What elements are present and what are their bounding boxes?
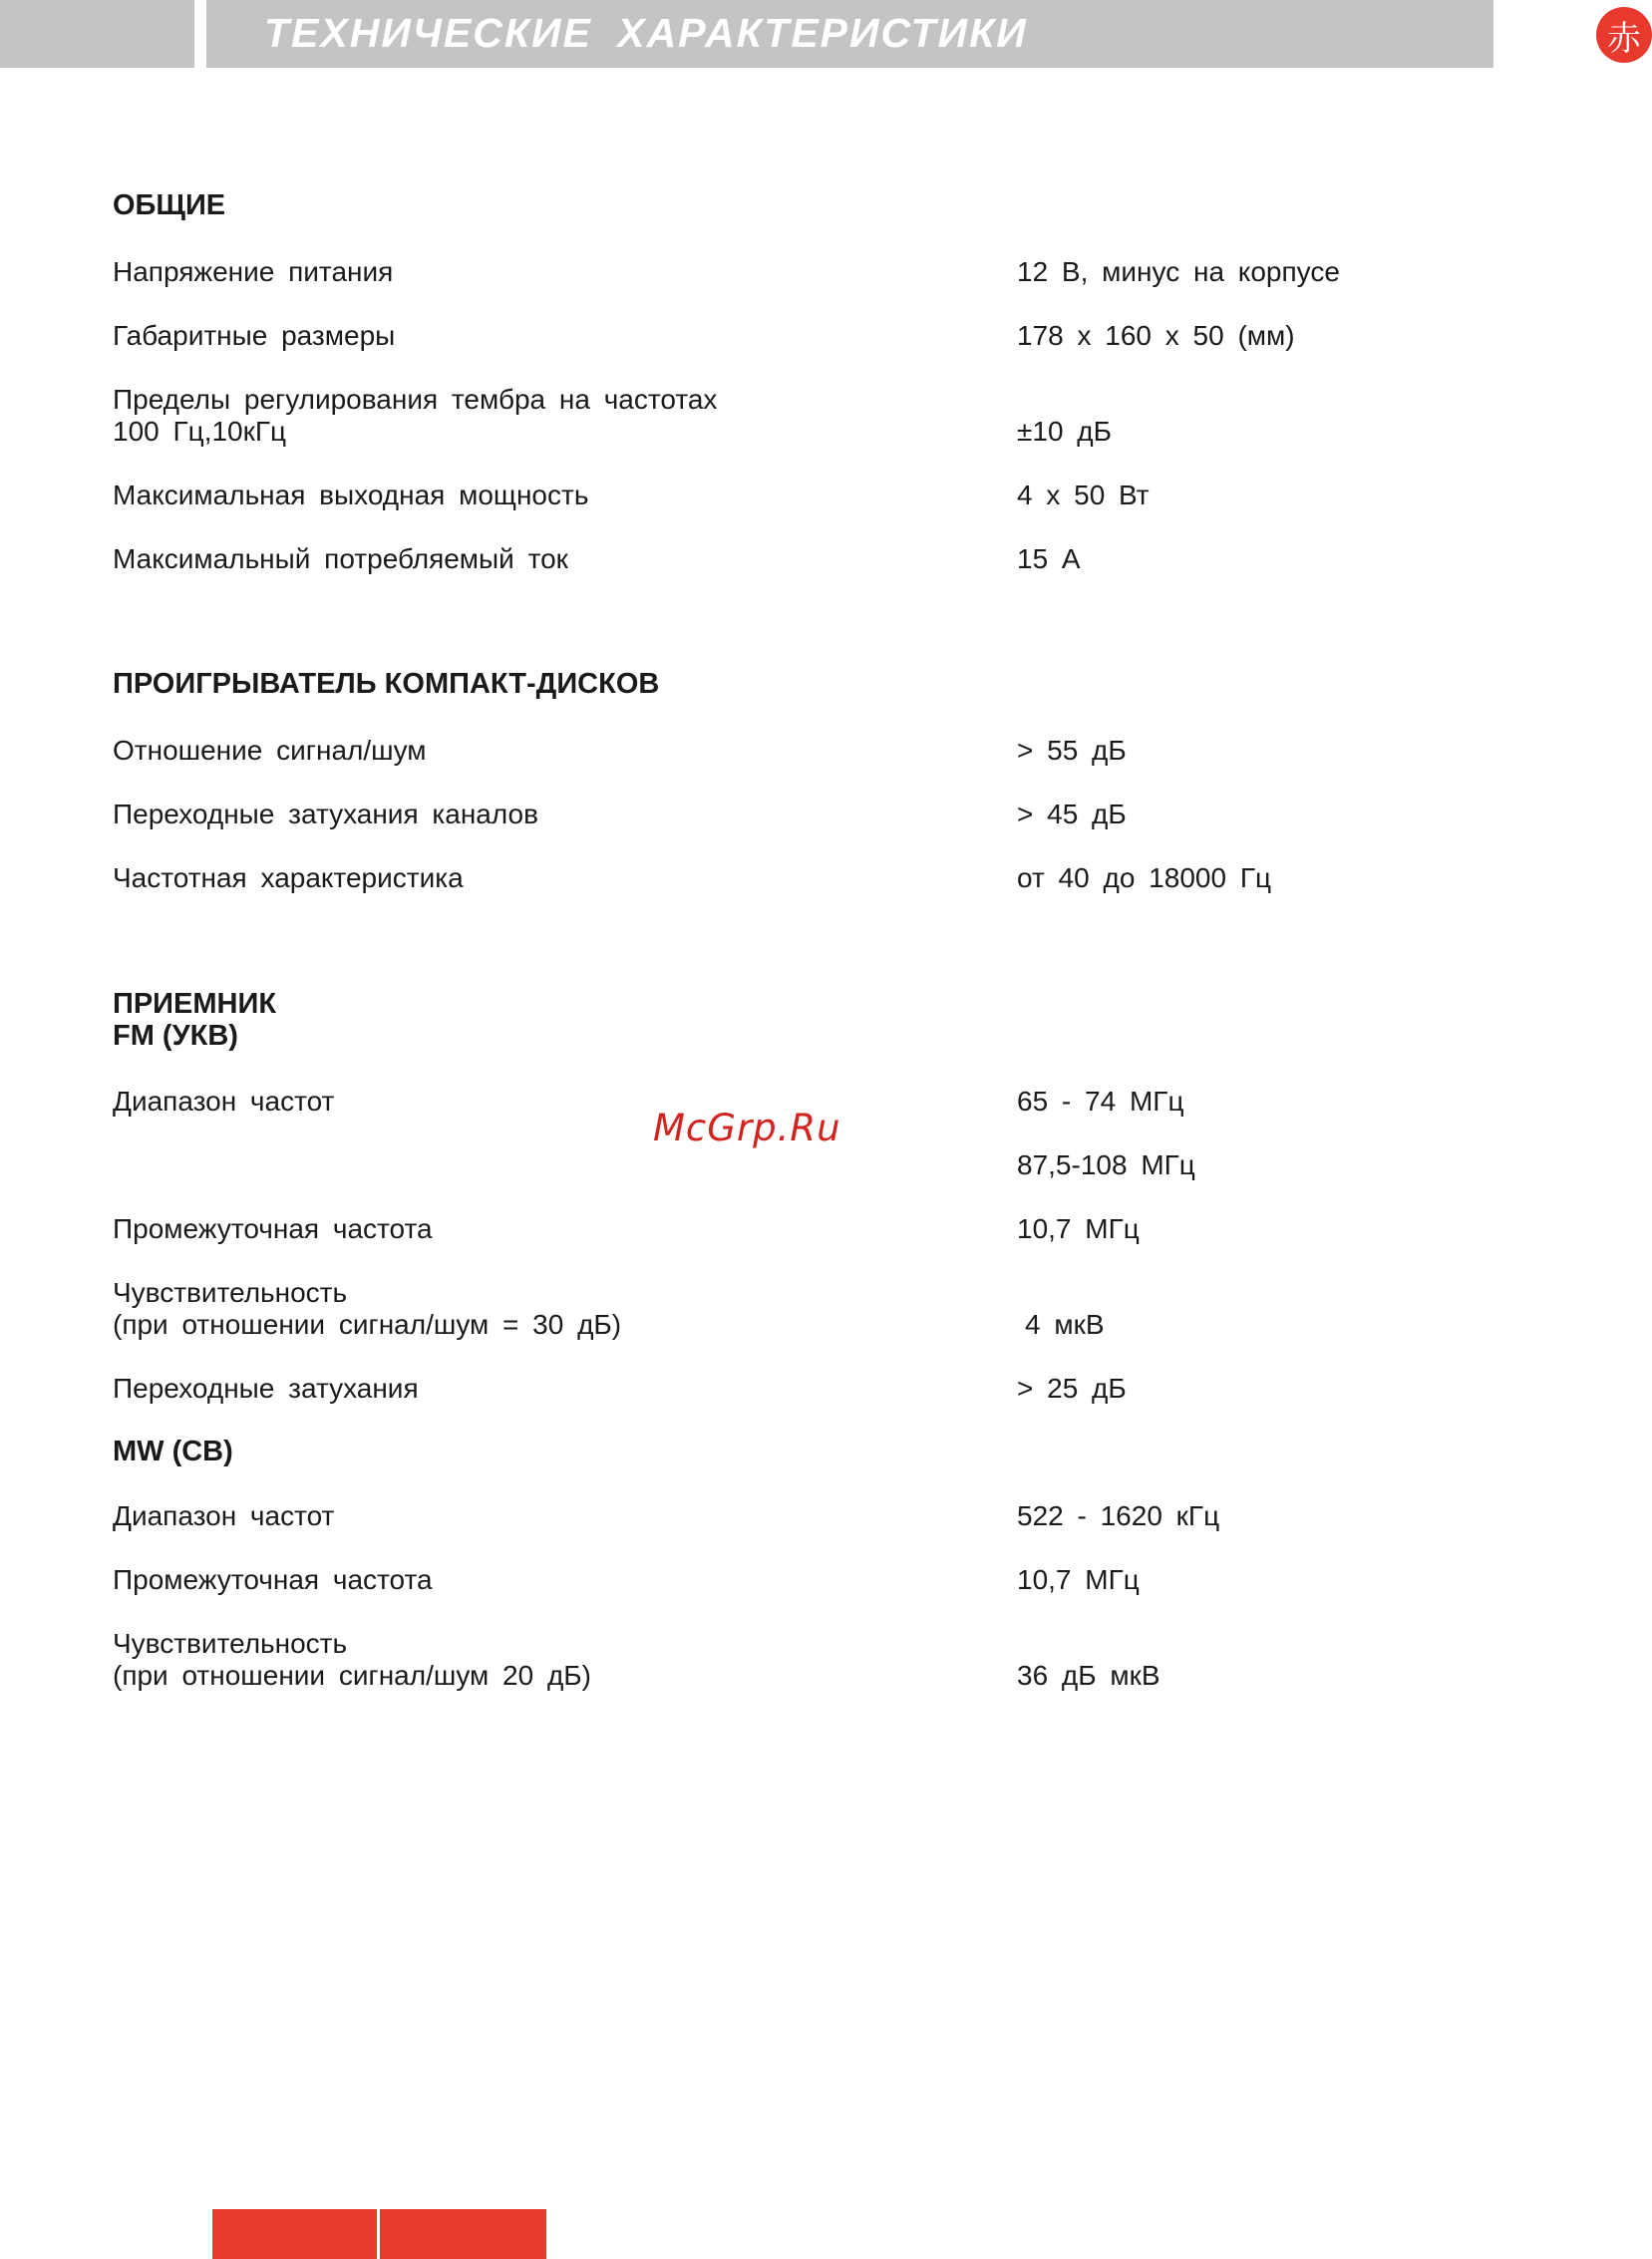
spec-label: Максимальный потребляемый ток — [113, 543, 568, 574]
spec-value: 4 мкВ — [1025, 1309, 1105, 1340]
spec-label: Пределы регулирования тембра на частотах — [113, 384, 718, 415]
section-title-receiver: ПРИЕМНИК — [113, 988, 277, 1020]
spec-value: 522 - 1620 кГц — [1017, 1500, 1220, 1531]
spec-value: 178 x 160 x 50 (мм) — [1017, 320, 1295, 351]
watermark-text: McGrp.Ru — [653, 1107, 841, 1149]
spec-label: Чувствительность — [113, 1628, 348, 1659]
footer-bar-left — [212, 2209, 377, 2259]
spec-label: Габаритные размеры — [113, 320, 396, 351]
spec-label: Чувствительность — [113, 1277, 348, 1308]
header-bar — [206, 0, 1641, 68]
spec-label: Отношение сигнал/шум — [113, 735, 427, 766]
spec-label: Переходные затухания — [113, 1373, 419, 1404]
spec-label-continued: (при отношении сигнал/шум 20 дБ) — [113, 1660, 591, 1691]
spec-label: Промежуточная частота — [113, 1213, 433, 1244]
spec-value: > 25 дБ — [1017, 1373, 1127, 1404]
spec-value: 10,7 МГц — [1017, 1564, 1140, 1595]
brand-logo-icon: 赤 — [1596, 7, 1652, 63]
spec-value: 36 дБ мкВ — [1017, 1660, 1160, 1691]
spec-label: Диапазон частот — [113, 1086, 335, 1117]
spec-value: 12 В, минус на корпусе — [1017, 256, 1340, 287]
spec-value: от 40 до 18000 Гц — [1017, 862, 1272, 893]
spec-value: > 45 дБ — [1017, 799, 1127, 829]
spec-value-continued: 87,5-108 МГц — [1017, 1149, 1195, 1180]
page-title: ТЕХНИЧЕСКИЕ ХАРАКТЕРИСТИКИ — [264, 10, 1028, 56]
header-left-block — [0, 0, 194, 68]
spec-value: 4 x 50 Вт — [1017, 480, 1150, 510]
spec-label: Переходные затухания каналов — [113, 799, 538, 829]
section-title-general: ОБЩИЕ — [113, 189, 226, 221]
spec-label: Частотная характеристика — [113, 862, 464, 893]
spec-label: Промежуточная частота — [113, 1564, 433, 1595]
spec-label-continued: (при отношении сигнал/шум = 30 дБ) — [113, 1309, 622, 1340]
footer-bar-right — [380, 2209, 546, 2259]
spec-label-continued: 100 Гц,10кГц — [113, 416, 287, 447]
spec-value: ±10 дБ — [1017, 416, 1113, 447]
subsection-title-fm: FM (УКВ) — [113, 1020, 238, 1052]
spec-value: 15 А — [1017, 543, 1081, 574]
spec-value: > 55 дБ — [1017, 735, 1127, 766]
subsection-title-mw: MW (СВ) — [113, 1436, 233, 1467]
spec-value: 10,7 МГц — [1017, 1213, 1140, 1244]
spec-label: Диапазон частот — [113, 1500, 335, 1531]
spec-label: Максимальная выходная мощность — [113, 480, 589, 510]
section-title-cd: ПРОИГРЫВАТЕЛЬ КОМПАКТ-ДИСКОВ — [113, 668, 660, 700]
spec-value: 65 - 74 МГц — [1017, 1086, 1184, 1117]
spec-label: Напряжение питания — [113, 256, 394, 287]
